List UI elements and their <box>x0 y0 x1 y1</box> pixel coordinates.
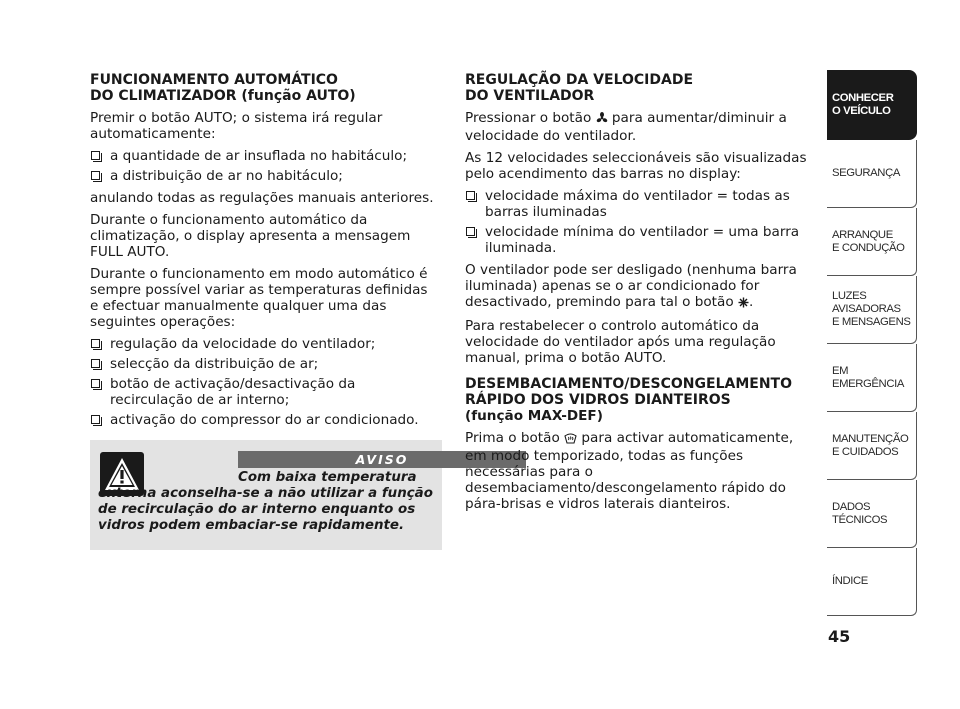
auto-paragraph-3: Durante o funcionamento automático da climatização, o display apresenta a mensagem FULL AUTO. <box>90 212 411 260</box>
list-item: selecção da distribuição de ar; <box>90 356 440 372</box>
fan-paragraph-4: Para restabelecer o controlo automático da velocidade do ventilador após uma regulação manual, prima o botão AUTO. <box>465 318 776 366</box>
page-number: 45 <box>828 627 851 646</box>
list-item: velocidade mínima do ventilador = uma barra iluminada. <box>465 224 810 256</box>
fan-icon <box>596 112 608 128</box>
auto-paragraph-4: Durante o funcionamento em modo automático é sempre possível variar as temperaturas definidas e efectuar manualmente qualquer uma das seguintes operações: <box>90 266 428 330</box>
checkbox-bullet-icon <box>91 379 100 388</box>
max-def-heading: DESEMBACIAMENTO/DESCONGELAMENTO RÁPIDO DOS VIDROS DIANTEIROS (função MAX-DEF) <box>465 376 792 424</box>
list-item: regulação da velocidade do ventilador; <box>90 336 440 352</box>
tab-luzes-avisadoras[interactable]: LUZES AVISADORAS E MENSAGENS <box>827 276 917 344</box>
tab-dados-tecnicos[interactable]: DADOS TÉCNICOS <box>827 480 917 548</box>
auto-intro-paragraph: Premir o botão AUTO; o sistema irá regular automaticamente: <box>90 110 383 142</box>
checkbox-bullet-icon <box>91 359 100 368</box>
fan-list <box>465 188 810 256</box>
tab-indice[interactable]: ÍNDICE <box>827 548 917 616</box>
warning-box <box>90 440 442 550</box>
checkbox-bullet-icon <box>91 151 100 160</box>
list-item: velocidade máxima do ventilador = todas as barras iluminadas <box>465 188 810 220</box>
fan-paragraph-1: Pressionar o botão para aumentar/diminuir a velocidade do ventilador. <box>465 110 787 144</box>
checkbox-bullet-icon <box>91 171 100 180</box>
auto-list-2 <box>90 336 440 428</box>
warning-text: Com baixa temperatura externa aconselha-se a não utilizar a função de recirculação do ar interno enquanto os vidros podem embaciar-se rapidamente. <box>98 470 433 533</box>
auto-function-heading: FUNCIONAMENTO AUTOMÁTICO DO CLIMATIZADOR (função AUTO) <box>90 72 356 104</box>
middle-column <box>465 72 810 518</box>
fan-paragraph-3: O ventilador pode ser desligado (nenhuma barra iluminada) apenas se o ar condicionado for desactivado, premindo para tal o botão . <box>465 262 797 310</box>
windshield-defrost-icon <box>564 432 577 448</box>
checkbox-bullet-icon <box>91 339 100 348</box>
fan-speed-heading: REGULAÇÃO DA VELOCIDADE DO VENTILADOR <box>465 72 694 104</box>
snowflake-icon <box>738 296 749 312</box>
list-item: a distribuição de ar no habitáculo; <box>90 168 440 184</box>
tab-em-emergencia[interactable]: EM EMERGÊNCIA <box>827 344 917 412</box>
warning-label: AVISO <box>238 451 526 468</box>
checkbox-bullet-icon <box>466 227 475 236</box>
max-def-paragraph: Prima o botão para activar automaticamente, em modo temporizado, todas as funções necessárias para o desembaciamento/descongelamento rápido do pára-brisas e vidros laterais dianteiros. <box>465 430 794 512</box>
left-column <box>90 72 440 434</box>
auto-list-1 <box>90 148 440 184</box>
checkbox-bullet-icon <box>466 191 475 200</box>
tab-manutencao-e-cuidados[interactable]: MANUTENÇÃO E CUIDADOS <box>827 412 917 480</box>
list-item: a quantidade de ar insuflada no habitáculo; <box>90 148 440 164</box>
fan-paragraph-2: As 12 velocidades seleccionáveis são visualizadas pelo acendimento das barras no display: <box>465 150 807 182</box>
tab-arranque-e-conducao[interactable]: ARRANQUE E CONDUÇÃO <box>827 208 917 276</box>
checkbox-bullet-icon <box>91 415 100 424</box>
auto-paragraph-2: anulando todas as regulações manuais anteriores. <box>90 190 434 206</box>
tab-conhecer-o-veiculo[interactable]: CONHECER O VEÍCULO <box>827 70 917 140</box>
tab-seguranca[interactable]: SEGURANÇA <box>827 140 917 208</box>
list-item: activação do compressor do ar condicionado. <box>90 412 440 428</box>
list-item: botão de activação/desactivação da recirculação de ar interno; <box>90 376 440 408</box>
